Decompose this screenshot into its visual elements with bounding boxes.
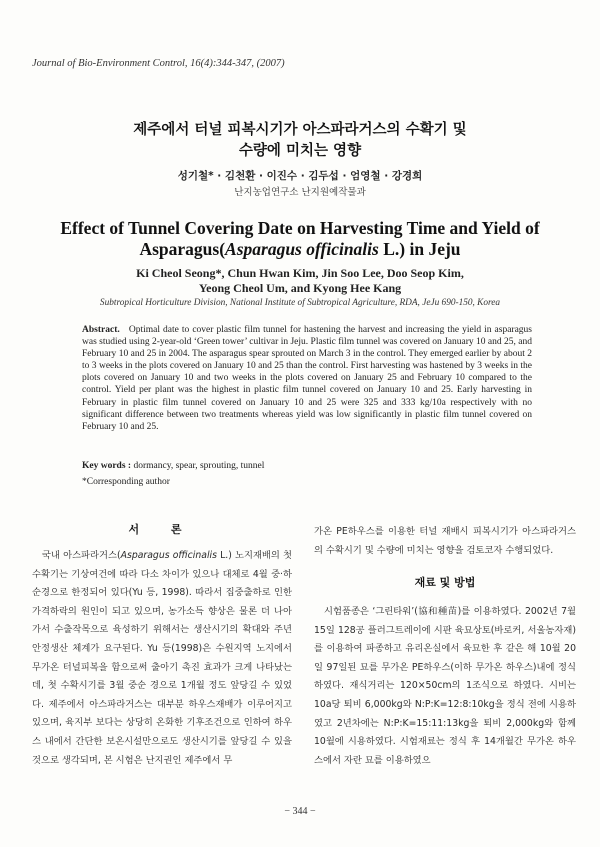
english-authors-line1: Ki Cheol Seong*, Chun Hwan Kim, Jin Soo Lee, Doo Seop Kim, [136, 266, 464, 280]
left-column [32, 547, 292, 770]
english-title-line1: Effect of Tunnel Covering Date on Harvesting Time and Yield of [60, 218, 540, 238]
introduction-paragraph [32, 547, 292, 770]
english-authors [30, 266, 570, 296]
english-title-line2 [30, 239, 570, 260]
english-affiliation: Subtropical Horticulture Division, National Institute of Subtropical Agriculture, RDA, JeJu 690-150, Korea [99, 298, 501, 308]
keywords-text: dormancy, spear, sprouting, tunnel [131, 461, 265, 471]
journal-volume: , 16(4):344-347, (2007) [184, 58, 285, 69]
methods-column [314, 603, 576, 770]
corresponding-author-note: *Corresponding author [82, 477, 170, 487]
right-column [314, 523, 576, 560]
korean-title-line2: 수량에 미치는 영향 [238, 143, 362, 159]
intro-species: Asparagus officinalis [120, 550, 217, 561]
introduction-continued: 가온 PE하우스를 이용한 터널 재배시 피복시기가 아스파라거스의 수확시기 및 수량에 미치는 영향을 검토코자 수행되었다. [314, 526, 576, 556]
korean-affiliation: 난지농업연구소 난지원예작물과 [234, 187, 366, 198]
english-title [30, 218, 570, 260]
journal-name: Journal of Bio-Environment Control [32, 58, 185, 69]
korean-title-line1: 제주에서 터널 피복시기가 아스파라거스의 수확기 및 [133, 122, 467, 138]
english-title-part: Asparagus( [139, 239, 226, 259]
english-title-part: L.) in Jeju [378, 239, 461, 259]
abstract [82, 324, 532, 433]
keywords-label: Key words : [82, 461, 132, 471]
abstract-text: Optimal date to cover plastic film tunnel for hastening the harvest and increasing the yield in asparagus was studied using 2-year-old ‘Green tower’ cultivar in Jeju. Plastic film tunnel was covered on January 10 and 25, and February 10 and 25 in 2004. The asparagus spear sprouted on March 3 in the control. They emerged earlier by about 2 to 3 weeks in the plots covered on January 10 and 25 than the control. First harvesting was hastened by 3 weeks in the plots covered on January 10 and two weeks in the plots covered on January 25 and February 10 compared to the control. Yield per plant was the highest in plastic film tunnel covered on January 10 and 25. Early harvesting in February in plastic film tunnel covered on January 10 and 25 were 325 and 333 kg/10a respectively with no significant difference between two treatments whereas yield was low significantly in plastic film tunnel covered on February 10 and 25. [82, 325, 532, 432]
korean-authors: 성기철* · 김천환 · 이진수 · 김두섭 · 엄영철 · 강경희 [177, 170, 423, 182]
english-authors-line2: Yeong Cheol Um, and Kyong Hee Kang [198, 281, 402, 295]
introduction-heading: 서 론 [128, 523, 196, 536]
english-title-species: Asparagus officinalis [225, 239, 379, 259]
keywords [82, 461, 532, 471]
intro-text: 국내 아스파라거스( [42, 550, 121, 561]
intro-text: L.) 노지재배의 첫 수확기는 기상여건에 따라 다소 차이가 있으나 대체로 4월 중·하순경으로 한정되어 있다(Yu 등, 1998). 따라서 집중출하로 인한 가격하락의 원인이 되고 있으며, 농가소득 향상은 물론 더 나아가서 수출작목으로 육성하기 위해서는 생산시기의 확대와 주년 안정생산 체계가 요구된다. Yu 등(1998)은 수원지역 노지에서 무가온 터널피복을 함으로써 출아기 촉진 효과가 크게 나타났는데, 첫 수확시기를 3월 중순 경으로 1개월 정도 앞당길 수 있었다. 제주에서 아스파라거스는 대부분 하우스재배가 이루어지고 있으며, 육지부 보다는 상당히 온화한 기후조건으로 인하여 하우스 내에서 간단한 보온시설만으로도 생산시기를 앞당길 수 있을 것으로 생각되며, 본 시험은 난지권인 제주에서 무 [32, 550, 292, 766]
methods-heading: 재료 및 방법 [414, 576, 476, 589]
abstract-label: Abstract. [82, 325, 120, 335]
korean-title [40, 120, 560, 162]
journal-citation [32, 58, 285, 69]
page-number: − 344 − [284, 806, 316, 817]
methods-paragraph: 시험품종은 ‘그린타워’(協和種苗)를 이용하였다. 2002년 7월 15일 128공 플러그트레이에 시판 육묘상토(바로커, 서울농자재)를 이용하여 파종하고 유리온실에서 육묘한 후 같은 해 10월 20일 97일된 묘를 무가온 PE하우스(이하 무가온 하우스)내에 정식하였다. 재식거리는 120×50cm의 1조식으로 하였다. 시비는 10a당 퇴비 6,000kg와 N:P:K=12:8:10kg을 정식 전에 시용하였고 2년차에는 N:P:K=15:11:13kg을 퇴비 2,000kg와 함께 10월에 시용하였다. 시험재료는 정식 후 14개월간 무가온 하우스에서 자란 묘를 이용하였으 [314, 606, 576, 766]
